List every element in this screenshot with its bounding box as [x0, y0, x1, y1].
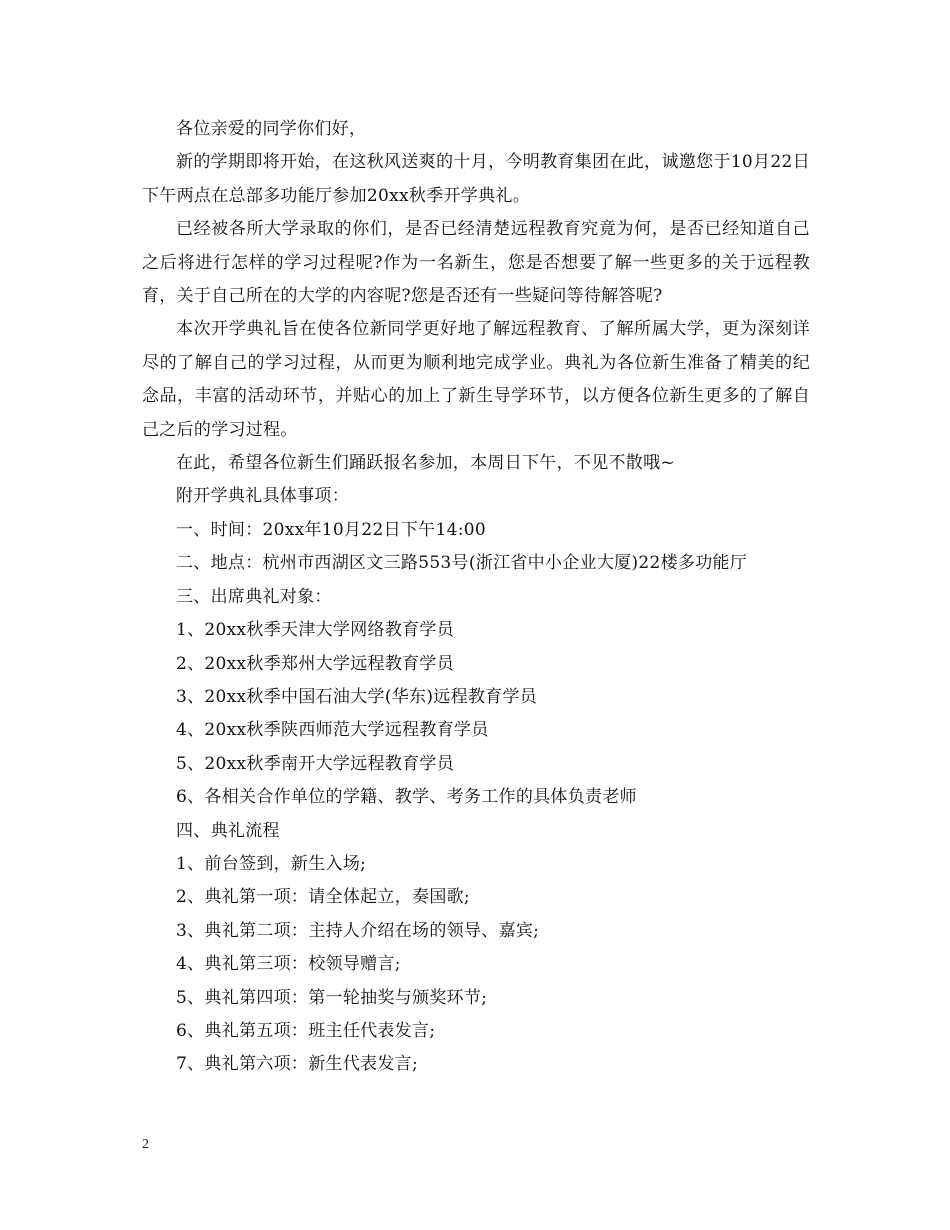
paragraph-location: 二、地点：杭州市西湖区文三路553号(浙江省中小企业大厦)22楼多功能厅	[176, 553, 748, 574]
paragraph-details-heading: 附开学典礼具体事项：	[176, 486, 349, 507]
list-item-process-7: 7、典礼第六项：新生代表发言;	[176, 1054, 419, 1075]
paragraph-greeting: 各位亲爱的同学你们好，	[176, 119, 367, 139]
paragraph-purpose: 本次开学典礼旨在使各位新同学更好地了解远程教育、了解所属大学，更为深刻详尽的了解自己的学习过程，从而更为顺利地完成学业。典礼为各位新生准备了精美的纪念品，丰富的活动环节，并贴心的加上了新生导学环节，以方便各位新生更多的了解自己之后的学习过程。	[142, 319, 810, 440]
list-item-process-1: 1、前台签到，新生入场;	[176, 853, 367, 874]
list-item-attendee-4: 4、20xx秋季陕西师范大学远程教育学员	[176, 720, 489, 741]
paragraph-questions: 已经被各所大学录取的你们，是否已经清楚远程教育究竟为何，是否已经知道自己之后将进行怎样的学习过程呢?作为一名新生，您是否想要了解一些更多的关于远程教育，关于自己所在的大学的内容呢?您是否还有一些疑问等待解答呢?	[142, 219, 810, 307]
page-number: 2	[142, 1137, 149, 1152]
list-item-attendee-1: 1、20xx秋季天津大学网络教育学员	[176, 620, 455, 641]
list-item-process-2: 2、典礼第一项：请全体起立，奏国歌;	[176, 887, 470, 908]
list-item-attendee-3: 3、20xx秋季中国石油大学(华东)远程教育学员	[176, 686, 538, 707]
list-item-attendee-2: 2、20xx秋季郑州大学远程教育学员	[176, 653, 455, 674]
list-item-process-3: 3、典礼第二项：主持人介绍在场的领导、嘉宾;	[176, 920, 540, 941]
paragraph-time: 一、时间：20xx年10月22日下午14:00	[176, 519, 486, 540]
list-item-process-4: 4、典礼第三项：校领导赠言;	[176, 954, 401, 975]
list-item-process-5: 5、典礼第四项：第一轮抽奖与颁奖环节;	[176, 987, 488, 1008]
document-body	[142, 113, 810, 1082]
paragraph-attendees-heading: 三、出席典礼对象：	[176, 586, 332, 607]
paragraph-process-heading: 四、典礼流程	[176, 820, 280, 841]
list-item-process-6: 6、典礼第五项：班主任代表发言;	[176, 1020, 436, 1041]
paragraph-invitation: 新的学期即将开始，在这秋风送爽的十月，今明教育集团在此，诚邀您于10月22日下午两点在总部多功能厅参加20xx秋季开学典礼。	[142, 152, 810, 206]
paragraph-welcome: 在此，希望各位新生们踊跃报名参加，本周日下午，不见不散哦~	[176, 453, 675, 474]
list-item-attendee-6: 6、各相关合作单位的学籍、教学、考务工作的具体负责老师	[176, 787, 637, 808]
list-item-attendee-5: 5、20xx秋季南开大学远程教育学员	[176, 753, 455, 774]
